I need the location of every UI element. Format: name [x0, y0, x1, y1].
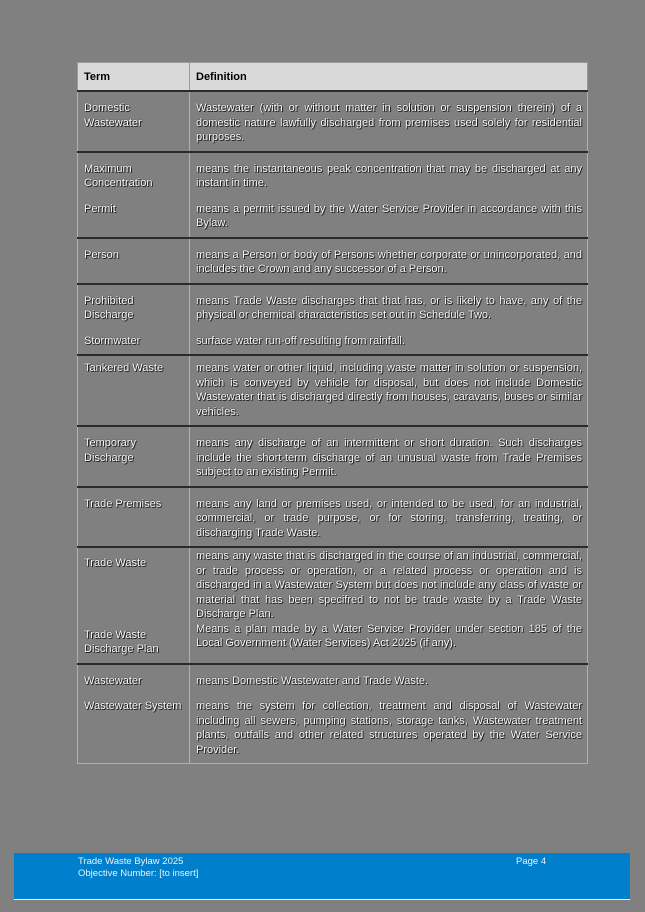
- definition-cell: means the system for collection, treatment and disposal of Wastewater including all sewers, pumping stations, storage tanks, Wastewater treatment plants, outfalls and other related structures operated by the Water Service Provider.: [190, 694, 588, 764]
- definition-cell: Means a plan made by a Water Service Provider under section 185 of the Local Government (Water Services) Act 2025 (if any).: [190, 622, 588, 664]
- page-number: Page 4: [516, 856, 547, 867]
- definition-cell: means any waste that is discharged in the course of an industrial, commercial, or trade process or operation, or a related process or operation and is discharged in a Wastewater System but does not include any class of waste or material that has been specifred to not be trade waste by a Trade Waste Discharge Plan.: [190, 547, 588, 622]
- term-cell: Trade Premises: [78, 487, 190, 548]
- term-cell: Domestic Wastewater: [78, 91, 190, 152]
- column-header-term: Term: [78, 63, 190, 92]
- term-cell: Temporary Discharge: [78, 426, 190, 487]
- term-cell: Maximum Concentration: [78, 152, 190, 197]
- term-cell: Stormwater: [78, 329, 190, 356]
- definition-cell: means any discharge of an intermittent or short duration. Such discharges include the short-term discharge of an unusual waste from Trade Premises subject to an existing Permit.: [190, 426, 588, 487]
- table-row: [78, 622, 588, 664]
- table-row: [78, 152, 588, 197]
- table-row: [78, 91, 588, 152]
- table-row: [78, 426, 588, 487]
- definition-cell: means water or other liquid, including waste matter in solution or suspension, which is conveyed by vehicle for disposal, but does not include Domestic Wastewater that is discharged directly from houses, caravans, buses or similar vehicles.: [190, 355, 588, 426]
- term-cell: Prohibited Discharge: [78, 284, 190, 329]
- term-cell: Wastewater System: [78, 694, 190, 764]
- table-row: [78, 329, 588, 356]
- definition-cell: Wastewater (with or without matter in solution or suspension therein) of a domestic nature lawfully discharged from premises used solely for residential purposes.: [190, 91, 588, 152]
- objective-number: Objective Number: [to insert]: [78, 867, 199, 879]
- definition-cell: means any land or premises used, or intended to be used, for an industrial, commercial, or trade purpose, or for storing, transferring, treating, or discharging Trade Waste.: [190, 487, 588, 548]
- term-cell: Trade Waste Discharge Plan: [78, 622, 190, 664]
- definition-cell: means Trade Waste discharges that that has, or is likely to have, any of the physical or chemical characteristics set out in Schedule Two.: [190, 284, 588, 329]
- definition-cell: surface water run-off resulting from rainfall.: [190, 329, 588, 356]
- definition-cell: means a Person or body of Persons whether corporate or unincorporated, and includes the Crown and any successor of a Person.: [190, 238, 588, 284]
- column-header-definition: Definition: [190, 63, 588, 92]
- table-row: [78, 238, 588, 284]
- term-cell: Tankered Waste: [78, 355, 190, 426]
- definition-cell: means the instantaneous peak concentration that may be discharged at any instant in time.: [190, 152, 588, 197]
- page-content: [77, 62, 587, 764]
- table-header-row: [78, 63, 588, 92]
- page-footer: [14, 853, 630, 900]
- term-cell: Wastewater: [78, 664, 190, 695]
- table-row: [78, 355, 588, 426]
- term-cell: Permit: [78, 197, 190, 238]
- table-row: [78, 284, 588, 329]
- document-title: Trade Waste Bylaw 2025: [78, 856, 184, 867]
- definition-cell: means a permit issued by the Water Service Provider in accordance with this Bylaw.: [190, 197, 588, 238]
- table-row: [78, 547, 588, 622]
- term-cell: Person: [78, 238, 190, 284]
- definition-cell: means Domestic Wastewater and Trade Waste.: [190, 664, 588, 695]
- term-cell: Trade Waste: [78, 547, 190, 622]
- table-row: [78, 664, 588, 695]
- definitions-table: [77, 62, 588, 764]
- table-row: [78, 487, 588, 548]
- table-row: [78, 197, 588, 238]
- table-row: [78, 694, 588, 764]
- footer-left: [78, 856, 198, 879]
